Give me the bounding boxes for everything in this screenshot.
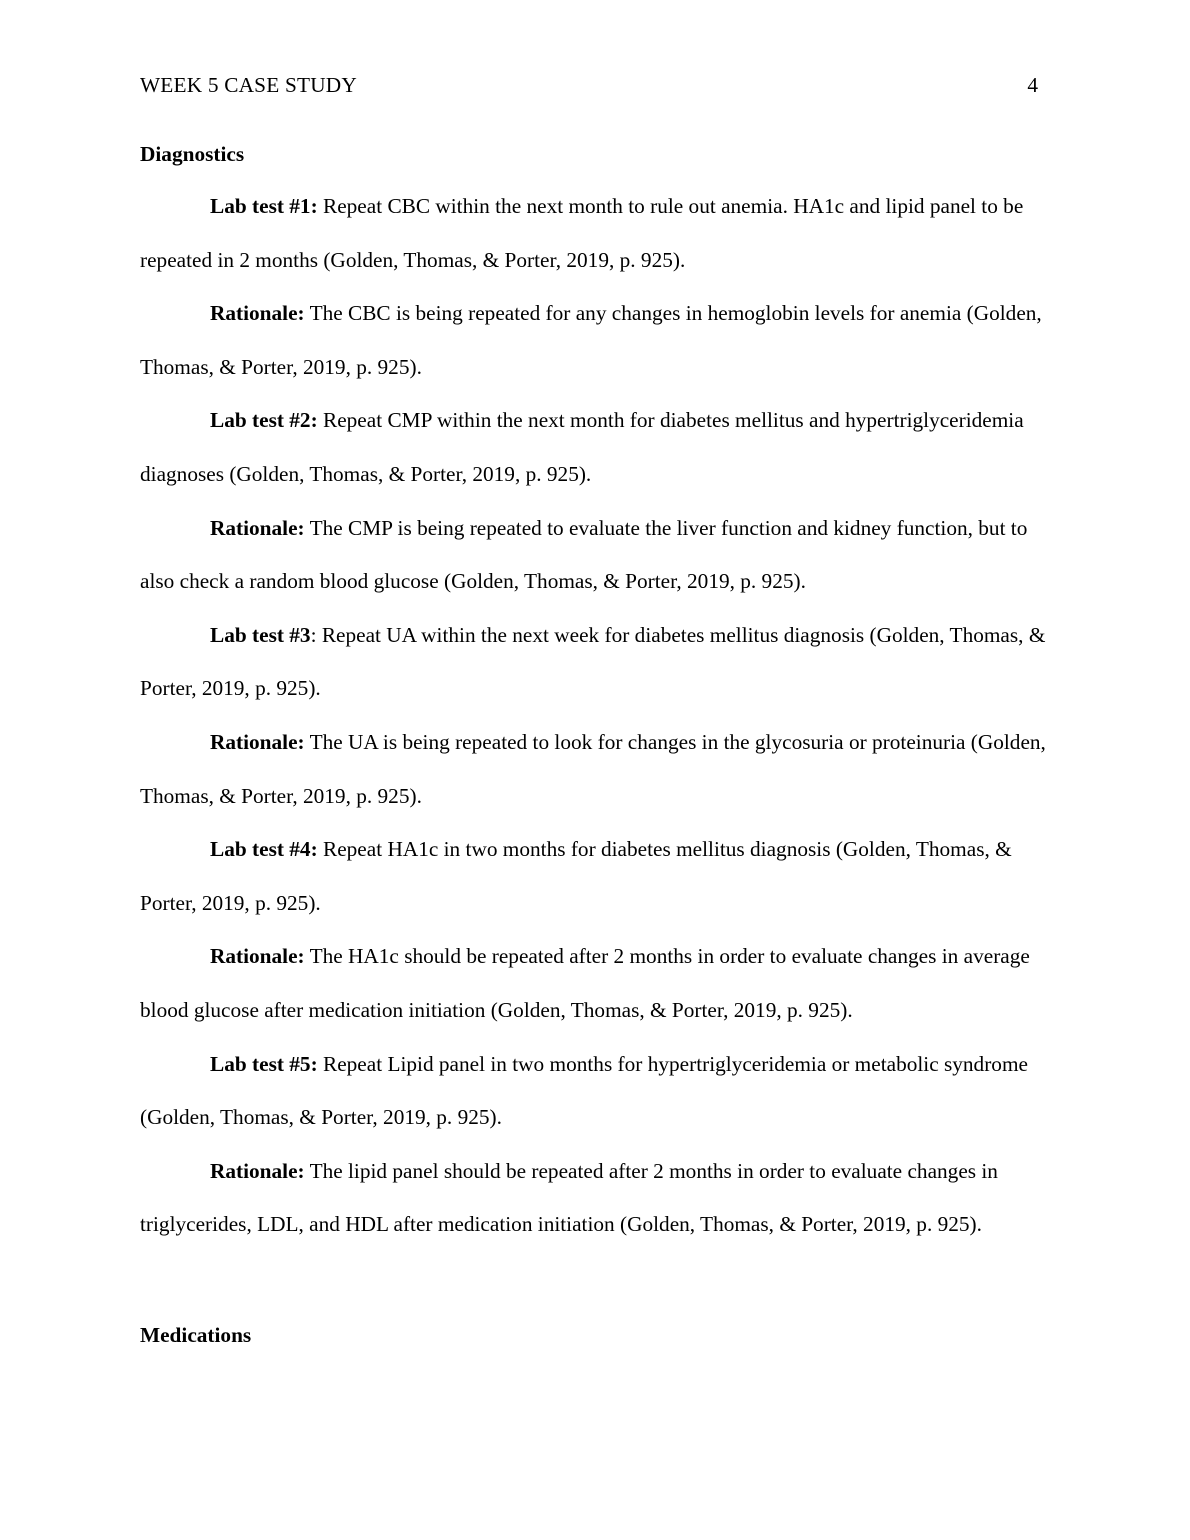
lab-test-3-paragraph [140,609,1052,716]
paragraph-text: The lipid panel should be repeated after 2 months in order to evaluate changes in triglycerides, LDL, and HDL after medication initiation (Golden, Thomas, & Porter, 2019, p. 925). [140,1158,998,1237]
paragraph-label: Rationale: [210,515,305,540]
paragraph-text: Repeat CBC within the next month to rule out anemia. HA1c and lipid panel to be repeated in 2 months (Golden, Thomas, & Porter, 2019, p. 925). [140,194,1024,272]
page-number: 4 [1027,73,1038,97]
paragraph-text: Repeat Lipid panel in two months for hypertriglyceridemia or metabolic syndrome (Golden, Thomas, & Porter, 2019, p. 925). [140,1051,1028,1130]
paragraph-text: Repeat HA1c in two months for diabetes mellitus diagnosis (Golden, Thomas, & Porter, 2019, p. 925). [140,837,1012,915]
paragraph-text: The HA1c should be repeated after 2 months in order to evaluate changes in average blood glucose after medication initiation (Golden, Thomas, & Porter, 2019, p. 925). [140,944,1030,1022]
running-head: WEEK 5 CASE STUDY [140,73,357,97]
paragraph-label: Rationale: [210,301,305,326]
paragraph-text: The CMP is being repeated to evaluate the liver function and kidney function, but to also check a random blood glucose (Golden, Thomas, & Porter, 2019, p. 925). [140,515,1028,594]
lab-test-4-paragraph [140,823,1052,930]
rationale-2-paragraph [140,502,1052,609]
paragraph-text: The CBC is being repeated for any changes in hemoglobin levels for anemia (Golden, Thomas, & Porter, 2019, p. 925). [140,301,1042,379]
diagnostics-body [140,180,1052,1252]
paragraph-label: Lab test #1: [210,194,318,218]
paragraph-label: Lab test #3 [210,622,311,647]
paragraph-label: Lab test #5: [210,1051,318,1076]
paragraph-label: Lab test #2: [210,408,318,433]
paragraph-label: Rationale: [210,944,305,969]
paragraph-label: Rationale: [210,1158,305,1183]
paragraph-text: The UA is being repeated to look for changes in the glycosuria or proteinuria (Golden, Thomas, & Porter, 2019, p. 925). [140,729,1046,808]
paragraph-label: Rationale: [210,729,305,754]
diagnostics-heading: Diagnostics [140,142,245,166]
lab-test-2-paragraph [140,394,1052,501]
paragraph-text: Repeat CMP within the next month for diabetes mellitus and hypertriglyceridemia diagnoses (Golden, Thomas, & Porter, 2019, p. 925). [140,408,1024,486]
lab-test-5-paragraph [140,1038,1052,1145]
paragraph-label: Lab test #4: [210,837,318,862]
medications-heading: Medications [140,1323,252,1347]
rationale-5-paragraph [140,1145,1052,1252]
rationale-4-paragraph [140,930,1052,1037]
rationale-3-paragraph [140,716,1052,823]
paragraph-text: : Repeat UA within the next week for diabetes mellitus diagnosis (Golden, Thomas, & Porter, 2019, p. 925). [140,622,1046,701]
lab-test-1-paragraph [140,180,1052,287]
rationale-1-paragraph [140,287,1052,394]
